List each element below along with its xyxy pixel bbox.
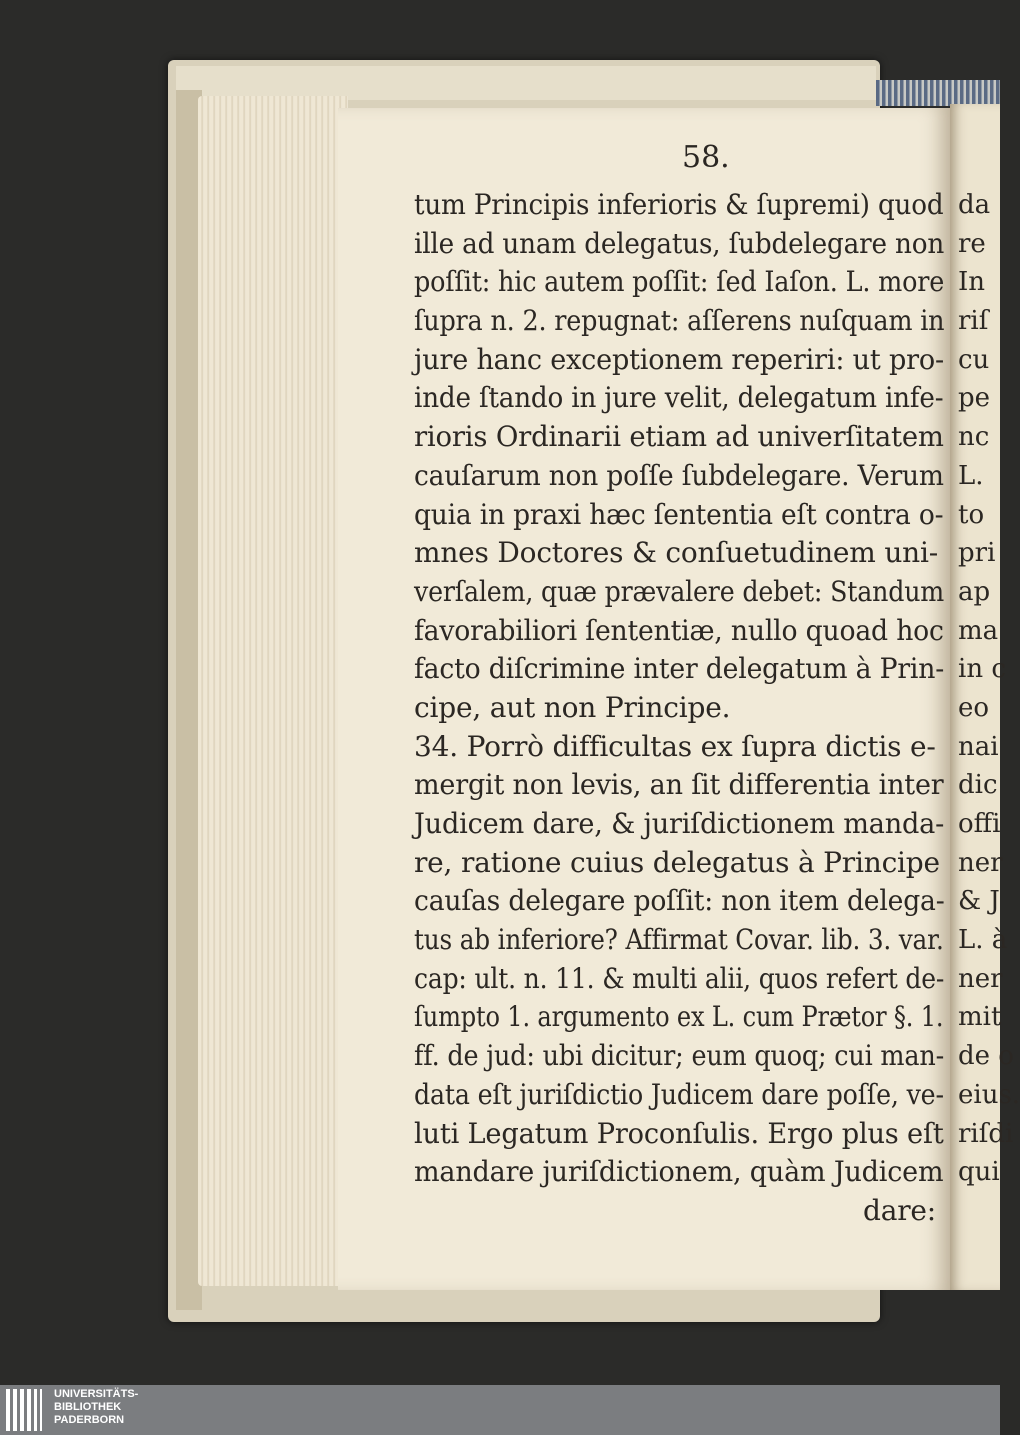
text-line: ſumpto 1. argumento ex L. cum Prætor §. 1. xyxy=(414,1000,944,1034)
text-line: poſſit: hic autem poſſit: ſed Iaſon. L. more xyxy=(414,265,945,299)
next-page-line: cu xyxy=(958,344,990,375)
text-line: cauſarum non poſſe ſubdelegare. Verum xyxy=(414,458,944,492)
next-page-line: mit xyxy=(958,1002,1002,1033)
library-name xyxy=(54,1388,138,1427)
next-page-line: pri xyxy=(958,538,996,569)
text-line: 34. Porrò difficultas ex ſupra dictis e- xyxy=(414,729,936,763)
text-line: luti Legatum Proconſulis. Ergo plus eſt xyxy=(414,1116,944,1150)
library-footer-bar xyxy=(0,1385,1000,1435)
next-page-line: ap xyxy=(958,576,991,607)
text-line: data eſt juriſdictio Judicem dare poſſe, ve- xyxy=(414,1077,944,1111)
library-name-line1: UNIVERSITÄTS- xyxy=(54,1388,139,1400)
text-line: mandare juriſdictionem, quàm Judicem xyxy=(414,1155,944,1189)
next-page-line: da xyxy=(958,190,991,220)
next-page-line: offi xyxy=(958,809,1001,839)
text-line: jure hanc exceptionem reperiri: ut pro- xyxy=(414,342,944,376)
text-line: cauſas delegare poſſit: non item delega- xyxy=(414,884,945,918)
library-logo-icon xyxy=(6,1389,46,1431)
text-line: mnes Doctores & conſuetudinem uni- xyxy=(414,536,939,570)
page-edges xyxy=(198,96,348,1286)
catchword: dare: xyxy=(862,1193,936,1227)
text-line: favorabiliori ſententiæ, nullo quoad hoc xyxy=(414,613,944,647)
page-text xyxy=(414,186,954,1231)
next-page-line: eo xyxy=(958,692,990,723)
library-name-line3: PADERBORN xyxy=(54,1414,125,1426)
next-page-line: ner xyxy=(958,847,1003,878)
binding-strip xyxy=(876,80,1000,106)
text-line: tus ab inferiore? Affirmat Covar. lib. 3. var. xyxy=(414,923,944,957)
next-page-line: nc xyxy=(958,422,990,453)
next-page-line: qui xyxy=(958,1157,1000,1188)
next-page-line: riſ xyxy=(958,306,989,337)
text-line: facto diſcrimine inter delegatum à Prin- xyxy=(414,652,945,686)
page-number: 58. xyxy=(682,140,730,175)
next-page-line: dic xyxy=(958,770,998,801)
next-page-line: L. à xyxy=(958,925,1008,956)
next-page-line: de o xyxy=(958,1041,1014,1072)
next-page-line: L. xyxy=(958,460,984,491)
text-line: cipe, aut non Principe. xyxy=(414,690,731,724)
text-line: cap: ult. n. 11. & multi alii, quos refert de- xyxy=(414,961,945,995)
next-page-text xyxy=(958,186,1018,1192)
next-page-line: & J xyxy=(958,886,1000,917)
text-line: re, ratione cuius delegatus à Principe xyxy=(414,845,940,879)
text-line: ſupra n. 2. repugnat: aſſerens nuſquam in xyxy=(414,304,945,338)
next-page-line: In xyxy=(958,267,986,298)
library-name-line2: BIBLIOTHEK xyxy=(54,1401,122,1413)
next-page-line: ner xyxy=(958,963,1003,994)
next-page-line: nai xyxy=(958,731,999,762)
text-line: rioris Ordinarii etiam ad univerſitatem xyxy=(414,420,944,454)
text-line: tum Principis inferioris & ſupremi) quod xyxy=(414,188,944,221)
next-page-line: to xyxy=(958,499,985,530)
next-page-line: in c xyxy=(958,654,1006,685)
next-page-line: ma xyxy=(958,615,999,646)
text-line: mergit non levis, an ſit differentia inter xyxy=(414,768,944,802)
text-line: inde ſtando in jure velit, delegatum infe- xyxy=(414,381,944,415)
text-line: verſalem, quæ prævalere debet: Standum xyxy=(414,574,945,608)
next-page-line: riſdi xyxy=(958,1118,1014,1149)
text-line: quia in praxi hæc ſententia eſt contra o- xyxy=(414,497,944,531)
text-line: ille ad unam delegatus, ſubdelegare non xyxy=(414,226,945,260)
text-line: ff. de jud: ubi dicitur; eum quoq; cui man- xyxy=(414,1039,945,1073)
book-cover-top-edge xyxy=(176,66,876,100)
next-page-line: eius. xyxy=(958,1079,1020,1110)
next-page-line: re xyxy=(958,228,986,259)
next-page-line: pe xyxy=(958,383,991,414)
text-line: Judicem dare, & juriſdictionem manda- xyxy=(414,807,945,840)
